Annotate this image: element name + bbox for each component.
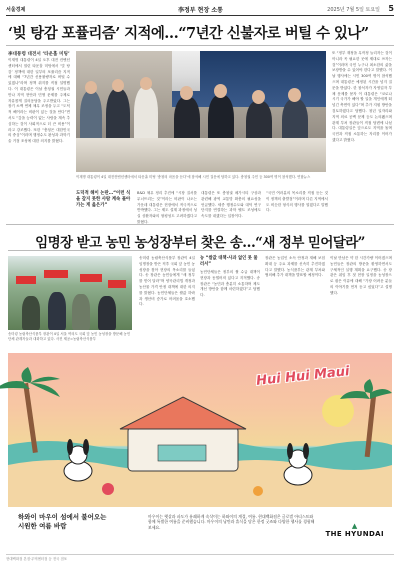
protest-sign <box>16 276 36 284</box>
person-figure <box>98 296 116 330</box>
divider <box>6 45 394 46</box>
person-head <box>180 86 193 100</box>
person-figure <box>72 294 90 330</box>
person-head <box>288 88 301 102</box>
divider <box>8 250 392 251</box>
ad-headline <box>18 513 138 531</box>
sun-shape <box>322 395 354 427</box>
hut-window <box>158 445 206 461</box>
person-figure <box>48 292 66 330</box>
story2-col2-text: 농민단체들은 정부의 쌀 수급 대책이 현장과 동떨어져 있다고 지적했다. 송 장관은 “농민과 충분히 소통하며 제도 개선 방안을 함께 마련하겠다”고 답했다. <box>200 270 260 298</box>
kicker-text: 李대통령 대전서 ‘타운홀 미팅’ <box>8 52 70 57</box>
brand-mark-icon: ▲ <box>351 522 358 530</box>
story1-headline: ‘빚 탕감 포퓰리즘’ 지적에…“7년간 신불자로 버틸 수 있나” <box>8 25 369 42</box>
brand-name: THE HYUNDAI <box>325 530 384 538</box>
story2-col4-text: 이날 만남은 약 한 시간가량 이어졌으며 농민들은 장관의 방문을 환영하면서도 구체적인 실행 계획을 요구했다. 송 장관은 취임 후 첫 현장 일정을 농성장으로 잡은 이유에 대해 “가장 어려운 분들의 이야기를 먼저 듣고 싶었다”고 설명했다. <box>330 256 392 295</box>
ad-headline-line1: 하와이 마우이 섬에서 불어오는 <box>18 513 107 521</box>
palm-leaves <box>340 379 392 399</box>
character-ear <box>303 443 309 459</box>
story2-headline: 임명장 받고 농민 농성장부터 찾은 송…“새 정부 믿어달라” <box>35 235 365 251</box>
section-title: 李정부 현장 소통 <box>178 7 223 14</box>
palm-leaves <box>0 367 60 397</box>
story1-column-1 <box>8 58 70 208</box>
protest-sign <box>108 280 126 288</box>
hut-roof <box>120 397 246 429</box>
story1-kicker <box>8 51 70 57</box>
person-head <box>85 81 97 94</box>
ad-headline-line2: 시원한 여름 바람 <box>18 522 67 530</box>
paper-name: 서울경제 <box>6 7 26 13</box>
person-head <box>214 84 227 98</box>
story1-right-column <box>332 51 392 221</box>
stage-backdrop <box>172 51 326 107</box>
advertisement[interactable] <box>8 353 392 553</box>
story1-photo-caption: 이재명 대통령이 4일 대전컨벤션센터에서 타운홀 미팅 ‘충청의 마음을 듣다’에 참석해 시민 질문에 답하고 있다. 충청권 주민 등 300여 명이 참석했다. 연합뉴스 <box>76 175 311 179</box>
beach-ball <box>253 486 263 496</box>
story2-col3-text: 장관은 농업인 소득 안정과 재해 보험 확대 등 주요 과제를 신속히 추진하겠다고 말했다. 농식품부는 관계 부처와 협의해 추가 대책을 발표할 예정이다. <box>265 256 325 278</box>
ad-copy: 마우이는 햇살과 파도가 유쾌하게 속삭이는 하와이의 계절, 여름. 현대백화점은 글로벌 아티스트와 함께 특별한 여름을 준비했습니다. 마우이의 낭만과 휴식을 담은 한정 굿즈와 다양한 행사를 경험해 보세요. <box>148 514 315 530</box>
story1-col1-text: 이재명 대통령이 4일 오후 대전 컨벤션센터에서 열린 타운홀 미팅에서 ‘빚 탕감’ 정책에 대한 일부의 포퓰리즘 지적에 대해 “7년간 신용불량자로 버틸 수 있겠나”라며 정책 취지를 직접 설명했다. 이 대통령은 이날 충청권 시민들과 만나 지역 현안과 민생 문제를 주제로 자유롭게 질의응답을 주고받았다. 그는 장기 소액 연체 채무 조정을 두고 “도덕적 해이라는 비판이 있는 것을 안다”면서도 “갚을 능력이 없는 사람을 계속 추심하는 것이 사회적으로 더 큰 비용”이라고 강조했다. 또한 “충청은 대한민국의 중심”이라며 행정수도 완성과 과학기술 거점 조성에 대한 의지를 밝혔다. <box>8 58 70 144</box>
issue-date: 2025년 7월 5일 토요일 <box>327 7 380 13</box>
brand-logo[interactable] <box>325 522 384 538</box>
story2-column-4 <box>330 256 392 346</box>
ad-footer <box>8 507 392 553</box>
ad-art-title: Hui Hui Maui <box>255 364 351 389</box>
protest-sign <box>44 270 68 278</box>
story1-column-4 <box>201 191 261 219</box>
person-head <box>140 77 152 90</box>
page-number: 5 <box>388 4 394 13</box>
character-ear <box>83 439 89 455</box>
page-footer: 현대백화점 본점·무역센터점 등 전국 점포 <box>6 554 394 562</box>
story1-pullquote: 도덕적 해이 논란…“이런 식을 갚지 못한 사람 계속 몰아가는 게 옳은가” <box>76 191 131 208</box>
divider <box>6 224 394 225</box>
ad-illustration <box>8 353 392 507</box>
story2-column-2 <box>200 256 260 346</box>
person-figure <box>22 296 40 330</box>
character-ear <box>67 439 73 455</box>
story1-right-text: 또 “정부 재정을 무작정 늘리자는 것이 아니라 꼭 필요한 곳에 제대로 쓰자는 것”이라며 국민 누구나 최소한의 삶을 보장받을 수 있어야 한다고 말했다. 이날 행사에는 시민 300여 명이 참석했으며 대통령은 예정된 시간을 넘겨 질문을 받았다. 한 참석자가 자영업자 부채 문제를 묻자 이 대통령은 “코로나 시기 국가가 해야 할 일을 개인에게 떠넘긴 측면이 있다”며 추가 지원 방안을 검토하겠다고 답했다. 청년 일자리와 지역 의료 공백 문제 등도 논의됐으며 관계 부처 장관들이 직접 답변에 나섰다. 대통령실은 앞으로도 지역을 돌며 국민과 직접 소통하는 자리를 이어가겠다고 밝혔다. <box>332 51 392 142</box>
story2-photo-caption: 송미령 농림축산식품부 장관이 4일 서울 여의도 국회 앞 농민 농성장을 방문해 농민단체 관계자들과 대화하고 있다. 사진 제공=농림축산식품부 <box>8 332 131 341</box>
story1-col5-text: “국민 여러분의 목소리를 직접 듣는 것이 정책의 출발점”이라며 다른 지역에서도 비슷한 형식의 행사를 열겠다고 말했다. <box>266 191 328 213</box>
protest-sign <box>80 274 102 282</box>
story1-photo <box>76 51 326 172</box>
story2-photo <box>8 256 132 330</box>
person-head <box>112 79 124 92</box>
story1-column-5 <box>266 191 328 219</box>
character-ear <box>287 443 293 459</box>
masthead <box>6 4 394 16</box>
story2-column-1 <box>139 256 195 346</box>
beach-ball <box>102 483 114 495</box>
story2-col1-text: 송미령 농림축산식품부 장관이 4일 임명장을 받은 직후 국회 앞 농민 농성장을 찾아 현장의 목소리를 들었다. 송 장관은 농민들에게 “새 정부를 믿어 달라”며 양곡관리법 개정과 농산물 가격 안정 대책에 대한 의지를 밝혔다. 농민단체들은 쌀값 하락과 생산비 증가로 어려움을 호소했다. <box>139 256 195 307</box>
story2-subhead: 농 “쌀값 대책·사과 없인 못 물러서” <box>200 256 258 267</box>
person-head <box>252 90 265 104</box>
story2-column-3 <box>265 256 325 346</box>
story1-col3-text: B&D 채무 정리 추진에 “시장 질서를 무너뜨리는 것”이라는 비판이 나오는 가운데 대통령은 현장에서 적극적으로 반박했다. 그는 제도 설계 과정에서 성실 상환자와의 형평성도 고려하겠다고 밝혔다. <box>137 191 197 224</box>
story1-col4-text: 대통령은 또 충청권 메가시티 구상과 관련해 광역 교통망 확충의 필요성을 언급했다. 세종 행정수도와 대덕 연구단지를 연결하는 과학 벨트 조성에도 속도를 내겠다는 입장이다. <box>201 191 261 219</box>
flag-graphic <box>172 51 200 91</box>
story1-column-3 <box>137 191 197 224</box>
meeting-table <box>76 138 326 172</box>
